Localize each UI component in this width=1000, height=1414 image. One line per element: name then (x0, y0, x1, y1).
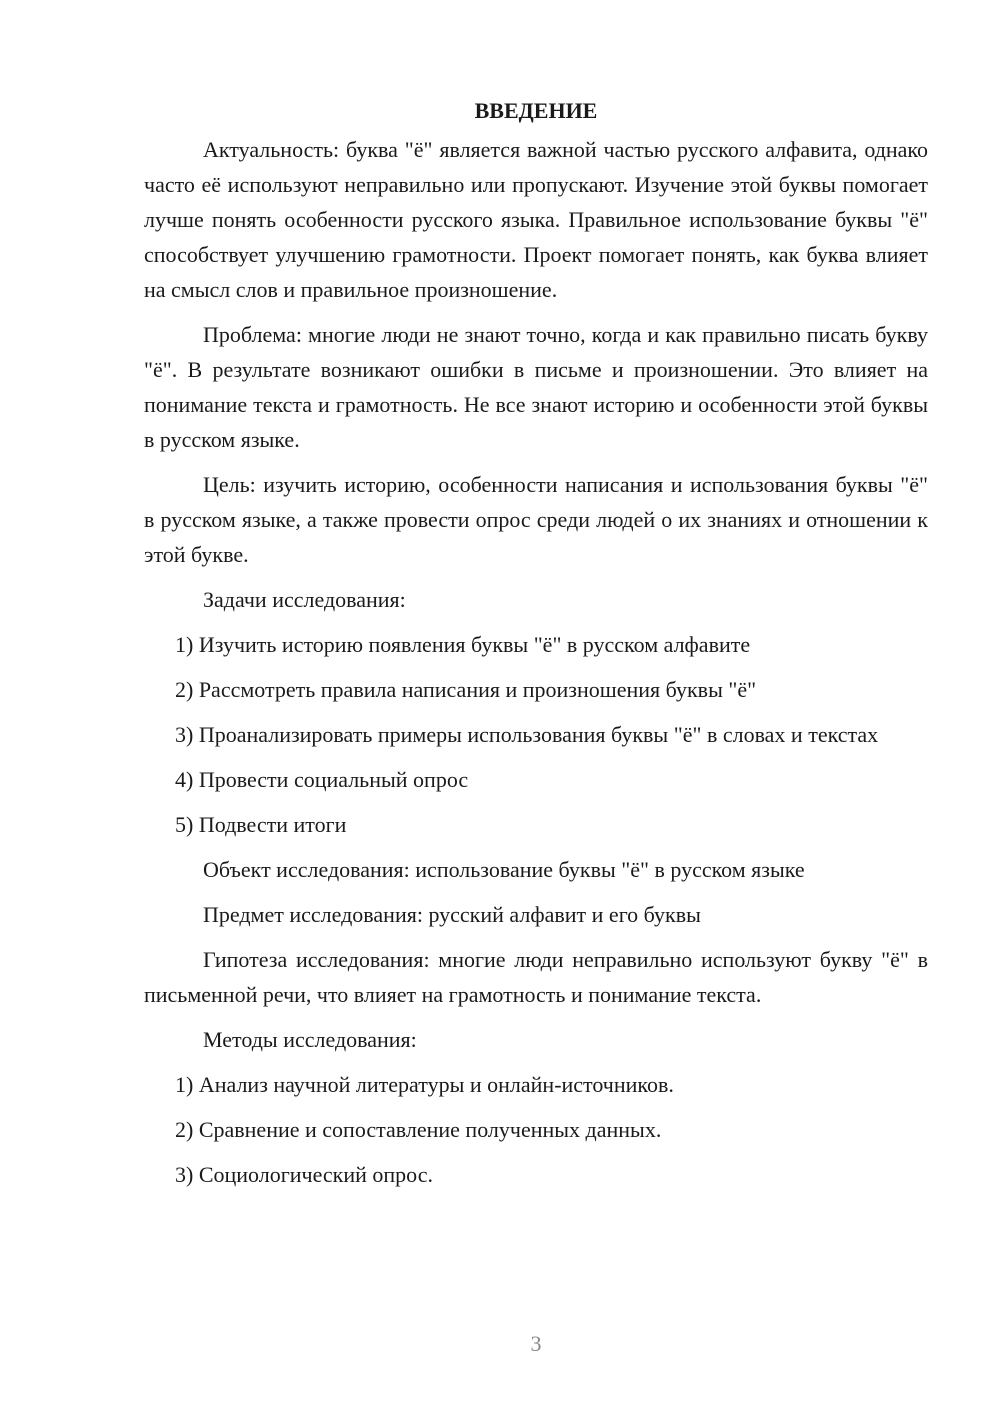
problem-paragraph: Проблема: многие люди не знают точно, когда и как правильно писать букву "ё". В результате возникают ошибки в письме и произношении. Это влияет на понимание текста и грамотность. Не все знают историю и особенности этой буквы в русском языке. (144, 322, 928, 452)
task-item: 5) Подвести итоги (175, 812, 347, 837)
method-item: 3) Социологический опрос. (175, 1162, 433, 1187)
section-title: ВВЕДЕНИЕ (474, 98, 598, 123)
methods-heading: Методы исследования: (203, 1027, 417, 1052)
page-number: 3 (530, 1331, 542, 1356)
goal-paragraph: Цель: изучить историю, особенности написания и использования буквы "ё" в русском языке, а также провести опрос среди людей о их знаниях и отношении к этой букве. (144, 472, 928, 567)
task-item: 2) Рассмотреть правила написания и произношения буквы "ё" (175, 677, 757, 702)
tasks-heading: Задачи исследования: (203, 587, 406, 612)
subject-paragraph: Предмет исследования: русский алфавит и его буквы (203, 902, 701, 927)
relevance-paragraph: Актуальность: буква "ё" является важной частью русского алфавита, однако часто её используют неправильно или пропускают. Изучение этой буквы помогает лучше понять особенности русского языка. Правильное использование буквы "ё" способствует улучшению грамотности. Проект помогает понять, как буква влияет на смысл слов и правильное произношение. (144, 137, 928, 302)
object-paragraph: Объект исследования: использование буквы "ё" в русском языке (203, 857, 805, 882)
method-item: 1) Анализ научной литературы и онлайн-источников. (175, 1072, 674, 1097)
method-item: 2) Сравнение и сопоставление полученных данных. (175, 1117, 662, 1142)
page-content (144, 92, 928, 1202)
task-item: 4) Провести социальный опрос (175, 767, 469, 792)
hypothesis-paragraph: Гипотеза исследования: многие люди неправильно используют букву "ё" в письменной речи, что влияет на грамотность и понимание текста. (144, 947, 928, 1007)
task-item: 1) Изучить историю появления буквы "ё" в русском алфавите (175, 632, 751, 657)
task-item: 3) Проанализировать примеры использования буквы "ё" в словах и текстах (175, 722, 879, 747)
